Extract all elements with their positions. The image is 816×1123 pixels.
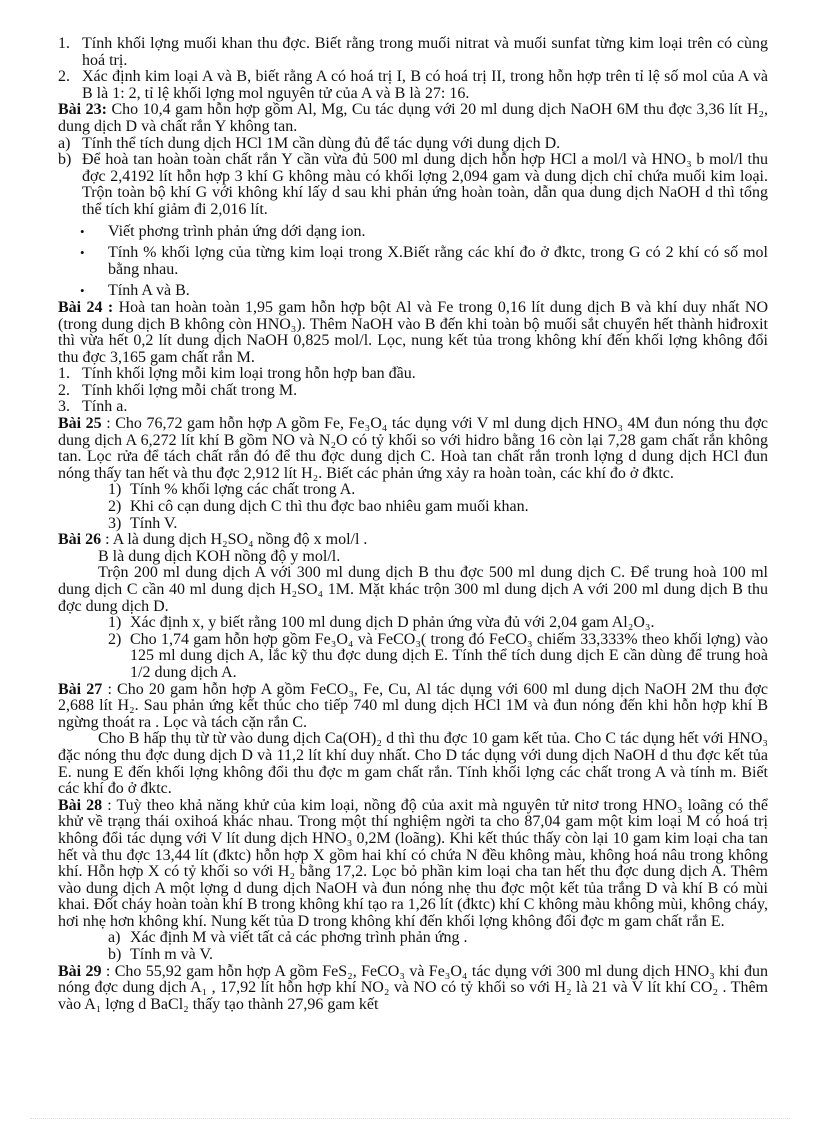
list-item: [58, 136, 768, 153]
problem-26: [58, 532, 768, 549]
problem-heading: Bài 23:: [58, 101, 107, 119]
list-item: [58, 152, 768, 218]
problem-text: : Cho 76,72 gam hỗn hợp A gồm Fe, Fe₃O₄ tác dụng với V ml dung dịch HNO₃ 4M đun nóng thu đợc dung dịch A 6,272 lít khí B gồm NO và N₂O có tỷ khối so với hidro bằng 16 còn lại 7,28 gam chất rắn không tan. Lọc rửa để tách chất rắn đó để thu đợc dung dịch C. Hoà tan chất rắn tronh lợng d dung dịch HCl đun nóng thấy tan hết và thu đợc 2,912 lít H₂. Biết các phản ứng xảy ra hoàn toàn, các khí đo ở đktc.: [58, 415, 769, 482]
item-text: Tính % khối lợng của từng kim loại trong X.Biết rằng các khí đo ở đktc, trong G có 2 khí có số mol bằng nhau.: [108, 244, 768, 278]
problem-25: [58, 416, 768, 482]
problem-text: Cho 10,4 gam hỗn hợp gồm Al, Mg, Cu tác dụng với 20 ml dung dịch NaOH 6M thu đợc 3,36 lít H₂, dung dịch D và chất rắn Y không tan.: [58, 101, 768, 135]
bullet-icon: •: [80, 223, 85, 239]
item-text: Cho 1,74 gam hỗn hợp gồm Fe₃O₄ và FeCO₃( trong đó FeCO₃ chiếm 33,333% theo khối lợng) vào 125 ml dung dịch A, lắc kỹ thu đợc dung dịch E. Tính thể tích dung dịch E cần dùng để trung hoà 1/2 dung dịch A.: [130, 630, 768, 681]
problem-24: [58, 300, 768, 366]
list-item: [58, 632, 768, 682]
item-text: Khi cô cạn dung dịch C thì thu đợc bao nhiêu gam muối khan.: [130, 498, 529, 516]
problem-heading: Bài 25: [58, 415, 102, 433]
problem-paragraph: Trộn 200 ml dung dịch A với 300 ml dung dịch B thu đợc 500 ml dung dịch C. Để trung hoà 100 ml dung dịch C cần 40 ml dung dịch H₂SO₄ 1M. Mặt khác trộn 300 ml dung dịch A với 200 ml dung dịch B thu đợc dung dịch D.: [58, 564, 768, 615]
item-text: Tính V.: [130, 514, 178, 532]
item-number: 1): [108, 614, 122, 632]
problem-23: [58, 102, 768, 135]
list-item: [58, 36, 768, 69]
bullet-item: [58, 224, 768, 241]
problem-text: : Tuỳ theo khả năng khử của kim loại, nồng độ của axit mà nguyên tử nitơ trong HNO₃ loãng có thể khử về trạng thái oxihoá khác nhau. Trong một thí nghiệm ngời ta cho 87,04 gam một kim loại M có hoá trị không đổi tác dụng với V lít dung dịch HNO₃ 0,2M (loãng). Khi kết thúc thấy còn lại 10 gam kim loại cha tan hết và thu đợc 13,44 lít (đktc) hỗn hợp X gồm hai khí có chứa N đều không màu, không hoá nâu trong không khí. Hỗn hợp X có tỷ khối so với H₂ bằng 17,2. Lọc bỏ phần kim loại cha tan hết thu đợc dung dịch A. Thêm vào dung dịch A một lợng d dung dịch NaOH và đun nóng nhẹ thu đợc một kết tủa trắng D và khí B có mùi khai. Đốt cháy hoàn toàn khí B trong không khí tạo ra 1,26 lít (đktc) khí C không màu không mùi, không cháy, hơi nhẹ hơn không khí. Nung kết tủa D trong không khí đến khối lợng không đổi đợc m gam chất rắn E.: [58, 796, 768, 930]
item-number: 2.: [58, 68, 70, 86]
list-item: [58, 383, 768, 400]
problem-heading: Bài 26: [58, 531, 102, 549]
page-bottom-divider: [30, 1118, 790, 1119]
problem-heading: Bài 28: [58, 796, 103, 814]
item-number: 2.: [58, 381, 70, 399]
item-text: Tính m và V.: [130, 946, 213, 964]
list-item: [58, 516, 768, 533]
problem-29: [58, 964, 768, 1014]
item-text: Tính A và B.: [108, 282, 190, 300]
item-text: Tính a.: [82, 398, 128, 416]
list-item: [58, 930, 768, 947]
problem-heading: Bài 29: [58, 962, 102, 980]
problem-text: : A là dung dịch H₂SO₄ nồng độ x mol/l .: [101, 531, 368, 549]
item-number: 1.: [58, 35, 70, 52]
item-number: 3.: [58, 398, 70, 416]
list-item: [58, 69, 768, 102]
problem-heading: Bài 27: [58, 680, 103, 698]
item-number: 2): [108, 630, 122, 648]
bullet-item: [58, 245, 768, 278]
item-number: 1.: [58, 365, 70, 383]
problem-text: Hoà tan hoàn toàn 1,95 gam hỗn hợp bột Al và Fe trong 0,16 lít dung dịch B và khí duy nhất NO (trong dung dịch B không còn HNO₃). Thêm NaOH vào B đến khi toàn bộ muối sắt chuyển hết thành hiđroxit thì vừa hết 0,2 lít dung dịch NaOH 0,825 mol/l. Lọc, nung kết tủa trong không khí đến khối lợng không đổi thu đợc 3,165 gam chất rắn M.: [58, 298, 768, 366]
bullet-item: [58, 283, 768, 300]
item-number: 1): [108, 481, 122, 499]
item-number: b): [58, 151, 72, 169]
list-item: [58, 947, 768, 964]
item-text: Viết phơng trình phản ứng dới dạng ion.: [108, 222, 366, 240]
item-text: Tính khối lợng muối khan thu đợc. Biết rằng trong muối nitrat và muối sunfat từng kim loại trên có cùng hoá trị.: [82, 35, 768, 69]
problem-heading: Bài 24 :: [58, 298, 114, 316]
item-number: b): [108, 946, 122, 964]
document-page: [58, 36, 768, 1013]
item-text: Tính khối lợng mỗi kim loại trong hỗn hợp ban đầu.: [82, 365, 416, 383]
item-number: a): [108, 929, 121, 947]
list-item: [58, 615, 768, 632]
problem-text: : Cho 20 gam hỗn hợp A gồm FeCO₃, Fe, Cu, Al tác dụng với 600 ml dung dịch NaOH 2M thu đợc 2,688 lít H₂. Sau phản ứng kết thúc cho tiếp 740 ml dung dịch HCl 1M và đun nóng đến khi hỗn hợp khí B ngừng thoát ra . Lọc và tách cặn rắn C.: [58, 680, 768, 731]
item-text: Xác định x, y biết rằng 100 ml dung dịch D phản ứng vừa đủ với 2,04 gam Al₂O₃.: [130, 614, 655, 632]
problem-paragraph: Cho B hấp thụ từ từ vào dung dịch Ca(OH)₂ d thì thu đợc 10 gam kết tủa. Cho C tác dụng hết với HNO₃ đặc nóng thu đợc dung dịch D và 11,2 lít khí duy nhất. Cho D tác dụng với dung dịch NaOH d thu đợc kết tủa E. nung E đến khối lợng không đổi thu đợc m gam chất rắn. Tính khối lợng các chất trong A và tính m. Biết các khí đo ở đktc.: [58, 730, 768, 798]
problem-27: [58, 682, 768, 732]
problem-line: B là dung dịch KOH nồng độ y mol/l.: [98, 547, 341, 565]
problem-28: [58, 798, 768, 931]
item-number: a): [58, 134, 71, 152]
list-item: [58, 482, 768, 499]
bullet-icon: •: [80, 283, 85, 299]
item-text: Tính khối lợng mỗi chất trong M.: [82, 381, 298, 399]
bullet-icon: •: [80, 245, 85, 261]
item-text: Xác định M và viết tất cả các phơng trình phản ứng .: [130, 929, 468, 947]
item-number: 3): [108, 514, 122, 532]
problem-text: : Cho 55,92 gam hỗn hợp A gồm FeS₂, FeCO₃ và Fe₃O₄ tác dụng với 300 ml dung dịch HNO₃ khi đun nóng đợc dung dịch A₁ , 17,92 lít hỗn hợp khí NO₂ và NO có tỷ khối so với H₂ là 21 và V lít khí CO₂ . Thêm vào A₁ lợng d BaCl₂ thấy tạo thành 27,96 gam kết: [58, 962, 768, 1013]
item-text: Tính thể tích dung dịch HCl 1M cần dùng đủ để tác dụng với dung dịch D.: [82, 134, 561, 152]
item-text: Xác định kim loại A và B, biết rằng A có hoá trị I, B có hoá trị II, trong hỗn hợp trên tỉ lệ số mol của A và B là 1: 2, tỉ lệ khối lợng mol nguyên tử của A và B là 27: 16.: [82, 68, 768, 102]
list-item: [58, 366, 768, 383]
item-number: 2): [108, 498, 122, 516]
list-item: [58, 399, 768, 416]
list-item: [58, 499, 768, 516]
item-text: Để hoà tan hoàn toàn chất rắn Y cần vừa đủ 500 ml dung dịch hỗn hợp HCl a mol/l và HNO₃ b mol/l thu đợc 2,4192 lít hỗn hợp 3 khí G không màu có khối lợng 2,094 gam và dung dịch chỉ chứa muối kim loại. Trộn toàn bộ khí G với không khí lấy d sau khi phản ứng hoàn toàn, dẫn qua dung dịch NaOH d thì tổng thể tích khí giảm đi 2,016 lít.: [82, 151, 768, 218]
item-text: Tính % khối lợng các chất trong A.: [130, 481, 356, 499]
